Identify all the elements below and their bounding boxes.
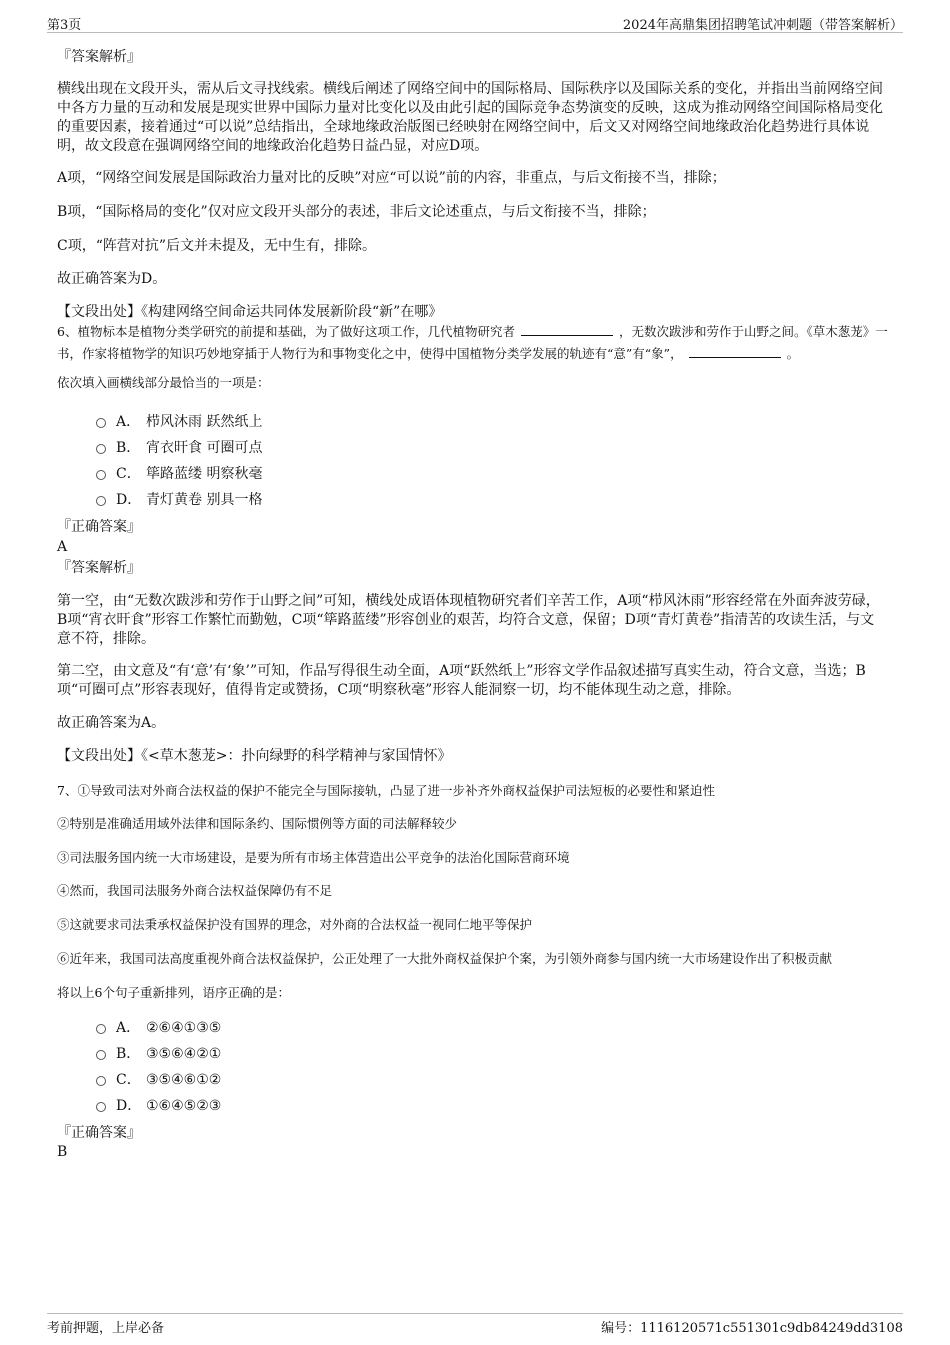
radio-icon[interactable] <box>96 1050 106 1060</box>
fill-blank <box>689 344 781 358</box>
correct-answer: B <box>57 1144 68 1160</box>
question-stem: 6、植物标本是植物分类学研究的前提和基础，为了做好这项工作，几代植物研究者 ，无数次跋涉和劳作于山野之间。《草木葱茏》一书，作家将植物学的知识巧妙地穿插于人物行为和事物变化之中，使得中国植物分类学发展的轨迹有“意”有“象”， 。 <box>57 324 888 361</box>
option-a[interactable]: A． 栉风沐雨 跃然纸上 <box>96 412 262 432</box>
analysis-label: 『答案解析』 <box>57 49 141 65</box>
radio-icon[interactable] <box>96 1102 106 1112</box>
option-d[interactable]: D． 青灯黄卷 别具一格 <box>96 490 262 510</box>
option-d[interactable]: D． ①⑥④⑤②③ <box>96 1096 221 1116</box>
answer-statement: 故正确答案为D。 <box>57 271 167 287</box>
document-id: 编号：1116120571c551301c9db84249dd3108 <box>601 1321 903 1336</box>
option-b[interactable]: B． 宵衣旰食 可圈可点 <box>96 438 262 458</box>
correct-answer-label: 『正确答案』 <box>57 519 141 535</box>
fill-blank <box>521 322 613 336</box>
passage-source: 【文段出处】《<草木葱茏>：扑向绿野的科学精神与家国情怀》 <box>57 748 452 764</box>
sentence-6: ⑥近年来，我国司法高度重视外商合法权益保护，公正处理了一大批外商权益保护个案，为引领外商参与国内统一大市场建设作出了积极贡献 <box>57 951 833 966</box>
option-a[interactable]: A． ②⑥④①③⑤ <box>96 1018 221 1038</box>
answer-statement: 故正确答案为A。 <box>57 715 166 731</box>
correct-answer: A <box>57 539 68 555</box>
page-footer <box>47 1313 903 1336</box>
sentence-4: ④然而，我国司法服务外商合法权益保障仍有不足 <box>57 883 333 898</box>
radio-icon[interactable] <box>96 470 106 480</box>
correct-answer-label: 『正确答案』 <box>57 1125 141 1141</box>
passage-source: 【文段出处】《构建网络空间命运共同体发展新阶段“新”在哪》 <box>57 304 443 320</box>
analysis-paragraph: C项，“阵营对抗”后文并未提及，无中生有，排除。 <box>57 238 377 254</box>
question-prompt: 依次填入画横线部分最恰当的一项是： <box>57 375 270 390</box>
analysis-paragraph: 第一空，由“无数次跋涉和劳作于山野之间”可知，横线处成语体现植物研究者们辛苦工作，A项“栉风沐雨”形容经常在外面奔波劳碌，B项“宵衣旰食”形容工作繁忙而勤勉，C项“筚路蓝缕”形容创业的艰苦，均符合文意，保留；D项“青灯黄卷”指清苦的攻读生活，与文意不符，排除。 <box>57 593 880 647</box>
option-c[interactable]: C． 筚路蓝缕 明察秋毫 <box>96 464 262 484</box>
radio-icon[interactable] <box>96 1076 106 1086</box>
analysis-paragraph: 横线出现在文段开头，需从后文寻找线索。横线后阐述了网络空间中的国际格局、国际秩序以及国际关系的变化，并指出当前网络空间中各方力量的互动和发展是现实世界中国际力量对比变化以及由此引起的国际竞争态势演变的反映，这成为推动网络空间国际格局变化的重要因素，接着通过“可以说”总结指出，全球地缘政治版图已经映射在网络空间中，后文又对网络空间地缘政治化趋势进行具体说明，故文段意在强调网络空间的地缘政治化趋势日益凸显，对应D项。 <box>57 81 883 154</box>
document-title: 2024年高鼎集团招聘笔试冲刺题（带答案解析） <box>622 18 903 33</box>
analysis-paragraph: A项，“网络空间发展是国际政治力量对比的反映”对应“可以说”前的内容，非重点，与后文衔接不当，排除； <box>57 170 726 186</box>
page-header <box>47 12 903 33</box>
analysis-paragraph: 第二空，由文意及“有‘意’有‘象’”可知，作品写得很生动全面，A项“跃然纸上”形容文学作品叙述描写真实生动，符合文意，当选；B项“可圈可点”形容表现好，值得肯定或赞扬，C项“明察秋毫”形容人能洞察一切，均不能体现生动之意，排除。 <box>57 663 866 698</box>
footer-slogan: 考前押题，上岸必备 <box>47 1321 165 1336</box>
sentence-1: 7、①导致司法对外商合法权益的保护不能完全与国际接轨，凸显了进一步补齐外商权益保护司法短板的必要性和紧迫性 <box>57 783 715 798</box>
radio-icon[interactable] <box>96 418 106 428</box>
analysis-paragraph: B项，“国际格局的变化”仅对应文段开头部分的表述，非后文论述重点，与后文衔接不当，排除； <box>57 204 656 220</box>
analysis-label: 『答案解析』 <box>57 560 141 576</box>
sentence-3: ③司法服务国内统一大市场建设，是要为所有市场主体营造出公平竞争的法治化国际营商环境 <box>57 850 570 865</box>
radio-icon[interactable] <box>96 496 106 506</box>
sentence-2: ②特别是准确适用域外法律和国际条约、国际惯例等方面的司法解释较少 <box>57 816 458 831</box>
radio-icon[interactable] <box>96 1024 106 1034</box>
question-prompt: 将以上6个句子重新排列，语序正确的是： <box>57 985 290 1000</box>
option-b[interactable]: B． ③⑤⑥④②① <box>96 1044 221 1064</box>
radio-icon[interactable] <box>96 444 106 454</box>
sentence-5: ⑤这就要求司法秉承权益保护没有国界的理念，对外商的合法权益一视同仁地平等保护 <box>57 917 533 932</box>
page-number: 第3页 <box>47 18 82 33</box>
option-c[interactable]: C． ③⑤④⑥①② <box>96 1070 221 1090</box>
